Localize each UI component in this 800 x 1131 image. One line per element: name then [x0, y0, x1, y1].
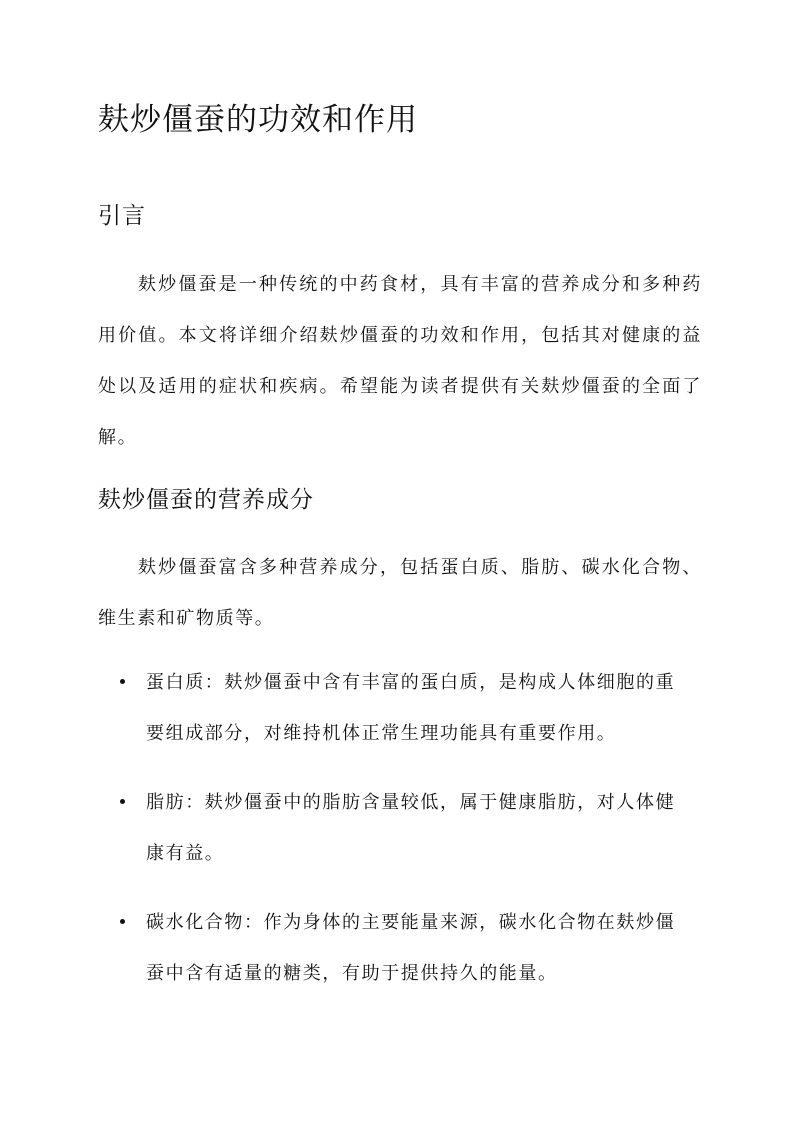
list-item [98, 657, 702, 759]
section-heading-introduction: 引言 [98, 203, 146, 229]
list-item-text: 蛋白质：麸炒僵蚕中含有丰富的蛋白质，是构成人体细胞的重要组成部分，对维持机体正常生理功能具有重要作用。 [146, 672, 676, 744]
bullet-icon [120, 679, 125, 684]
document-title: 麸炒僵蚕的功效和作用 [98, 102, 418, 138]
bullet-icon [120, 799, 125, 804]
list-item-text: 碳水化合物：作为身体的主要能量来源，碳水化合物在麸炒僵蚕中含有适量的糖类，有助于提供持久的能量。 [146, 912, 676, 984]
list-item [98, 897, 702, 999]
introduction-paragraph: 麸炒僵蚕是一种传统的中药食材，具有丰富的营养成分和多种药用价值。本文将详细介绍麸炒僵蚕的功效和作用，包括其对健康的益处以及适用的症状和疾病。希望能为读者提供有关麸炒僵蚕的全面了解。 [98, 274, 702, 448]
nutrition-bullet-list [98, 657, 702, 1017]
list-item-text: 脂肪：麸炒僵蚕中的脂肪含量较低，属于健康脂肪，对人体健康有益。 [146, 792, 676, 864]
bullet-icon [120, 919, 125, 924]
nutrition-paragraph: 麸炒僵蚕富含多种营养成分，包括蛋白质、脂肪、碳水化合物、维生素和矿物质等。 [98, 557, 702, 629]
list-item [98, 777, 702, 879]
section-heading-nutrition: 麸炒僵蚕的营养成分 [98, 487, 314, 513]
